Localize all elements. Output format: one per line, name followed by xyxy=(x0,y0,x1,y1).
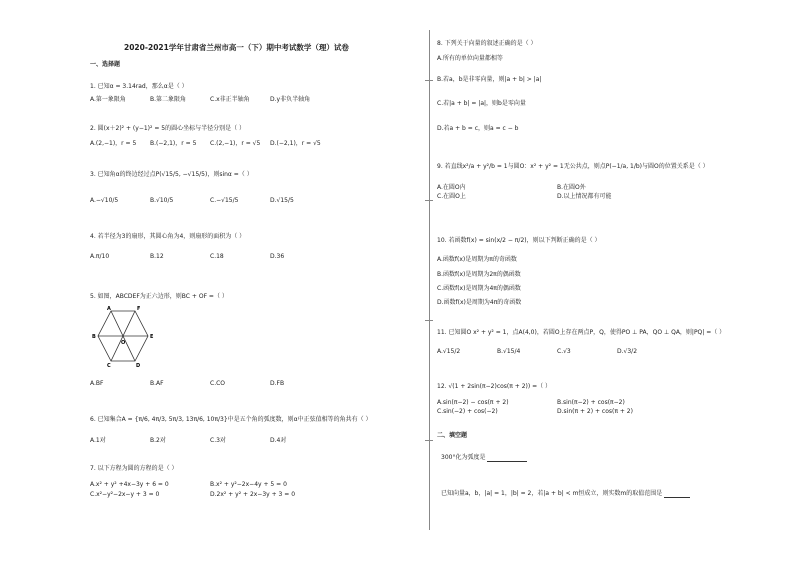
question-12-stem: 12. √(1 + 2sin(π−2)cos(π + 2)) =（ ） xyxy=(437,383,552,390)
q11-option-c: C.√3 xyxy=(557,348,571,355)
q4-option-c: C.18 xyxy=(210,253,224,260)
vertex-label-f: F xyxy=(137,306,141,312)
q10-option-d: D.函数f(x)是周期为4π的奇函数 xyxy=(437,299,522,306)
fill-question-1-text: 300°化为弧度是 xyxy=(441,454,486,461)
q12-option-b: B.sin(π−2) + cos(π−2) xyxy=(557,399,625,406)
divider-tick xyxy=(425,320,433,321)
q5-option-c: C.CO xyxy=(210,380,226,387)
question-5-stem: 5. 如图，ABCDEF为正六边形，则BC + OF =（ ） xyxy=(90,293,228,300)
question-4-stem: 4. 若半径为3的扇形，其圆心角为4，则扇形的面积为（ ） xyxy=(90,233,246,240)
q6-option-a: A.1对 xyxy=(90,437,106,444)
q3-option-d: D.√15/5 xyxy=(270,197,294,204)
q10-option-b: B.函数f(x)是周期为2π的偶函数 xyxy=(437,271,521,278)
q11-option-a: A.√15/2 xyxy=(437,348,461,355)
q2-option-c: C.(2,−1)，r = √5 xyxy=(210,140,261,147)
divider-tick xyxy=(425,200,433,201)
answer-blank[interactable] xyxy=(487,455,527,462)
q10-option-a: A.函数f(x)是周期为π的奇函数 xyxy=(437,256,517,263)
q8-option-a: A.所有的单位向量都相等 xyxy=(437,55,503,62)
q5-option-b: B.AF xyxy=(150,380,164,387)
q2-option-a: A.(2,−1)，r = 5 xyxy=(90,140,137,147)
question-3-stem: 3. 已知角α的终边经过点P(√15/5, −√15/5)，则sinα =（ ） xyxy=(90,171,253,178)
column-divider xyxy=(429,30,430,530)
q5-option-a: A.BF xyxy=(90,380,104,387)
q11-option-b: B.√15/4 xyxy=(497,348,521,355)
page-title: 2020-2021学年甘肃省兰州市高一（下）期中考试数学（理）试卷 xyxy=(124,43,349,52)
hexagon-figure xyxy=(88,305,158,367)
q4-option-a: A.π/10 xyxy=(90,253,110,260)
q3-option-b: B.√10/5 xyxy=(150,197,174,204)
q2-option-b: B.(−2,1)，r = 5 xyxy=(150,140,197,147)
question-11-stem: 11. 已知圆O x² + y² = 1，点A(4,0)，若圆O上存在两点P，Q，使得PO ⊥ PA，QO ⊥ QA，则|PQ| =（ ） xyxy=(437,329,726,336)
q1-option-a: A.第一象限角 xyxy=(90,96,126,103)
q11-option-d: D.√3/2 xyxy=(617,348,638,355)
q3-option-c: C.−√15/5 xyxy=(210,197,239,204)
q7-option-b: B.x² + y²−2x−4y + 5 = 0 xyxy=(210,481,287,488)
q10-option-c: C.函数f(x)是周期为4π的偶函数 xyxy=(437,285,521,292)
q12-option-d: D.sin(π + 2) + cos(π + 2) xyxy=(557,408,633,415)
vertex-label-a: A xyxy=(107,306,111,312)
question-2-stem: 2. 圆(x＋2)² + (y−1)² = 5的圆心坐标与半径分别是（ ） xyxy=(90,125,245,132)
q6-option-c: C.3对 xyxy=(210,437,226,444)
q7-option-d: D.2x² + y² + 2x−3y + 3 = 0 xyxy=(210,491,296,498)
question-10-stem: 10. 若函数f(x) = sin(x/2 − π/2)，则以下判断正确的是（ ） xyxy=(437,237,601,244)
question-1-stem: 1. 已知α = 3.14rad，那么α是（ ） xyxy=(90,83,188,90)
q3-option-a: A.−√10/5 xyxy=(90,197,119,204)
q9-option-d: D.以上情况都有可能 xyxy=(557,193,612,200)
fill-question-2 xyxy=(441,490,690,498)
fill-question-2-text: 已知向量a，b，|a| = 1，|b| = 2，若|a + b| < m恒成立，则实数m的取值范围是 xyxy=(441,490,663,497)
vertex-label-e: E xyxy=(150,334,154,340)
divider-tick xyxy=(425,440,433,441)
q8-option-d: D.若a + b = c，则a = c − b xyxy=(437,125,519,132)
q6-option-d: D.4对 xyxy=(270,437,287,444)
center-label-o: O xyxy=(121,340,126,346)
vertex-label-b: B xyxy=(92,334,96,340)
q9-option-c: C.在圆O上 xyxy=(437,193,466,200)
q12-option-a: A.sin(π−2) − cos(π + 2) xyxy=(437,399,509,406)
q9-option-b: B.在圆O外 xyxy=(557,184,586,191)
question-6-stem: 6. 已知集合A = {π/6, 4π/3, 5π/3, 13π/6, 10π/3}中是五个角的弧度数，则α中正弦值相等的角共有（ ） xyxy=(90,416,372,423)
q12-option-c: C.sin(−2) + cos(−2) xyxy=(437,408,498,415)
q4-option-b: B.12 xyxy=(150,253,164,260)
q4-option-d: D.36 xyxy=(270,253,285,260)
section-choice-heading: 一、选择题 xyxy=(90,61,121,68)
question-7-stem: 7. 以下方程为圆的方程的是（ ） xyxy=(90,465,178,472)
section-fill-heading: 二、填空题 xyxy=(437,432,468,439)
q2-option-d: D.(−2,1)，r = √5 xyxy=(270,140,321,147)
question-9-stem: 9. 若直线x²/a + y²/b = 1与圆O：x² + y² = 1无公共点，则点P(−1/a, 1/b)与圆O的位置关系是（ ） xyxy=(437,163,709,170)
q1-option-c: C.x非正半轴角 xyxy=(210,96,250,103)
answer-blank[interactable] xyxy=(664,491,690,498)
divider-tick xyxy=(425,80,433,81)
question-8-stem: 8. 下列关于向量的叙述正确的是（ ） xyxy=(437,40,537,47)
q5-option-d: D.FB xyxy=(270,380,285,387)
q8-option-b: B.若a，b是非零向量，则|a + b| > |a| xyxy=(437,76,542,83)
q7-option-a: A.x² + y² +4x−3y + 6 = 0 xyxy=(90,481,169,488)
q6-option-b: B.2对 xyxy=(150,437,166,444)
vertex-label-d: D xyxy=(136,363,141,367)
q1-option-b: B.第二象限角 xyxy=(150,96,187,103)
fill-question-1 xyxy=(441,454,527,462)
q8-option-c: C.若|a + b| = |a|，则b是零向量 xyxy=(437,100,526,107)
vertex-label-c: C xyxy=(107,363,111,367)
q9-option-a: A.在圆O内 xyxy=(437,184,466,191)
q7-option-c: C.x²−y²−2x−y + 3 = 0 xyxy=(90,491,160,498)
q1-option-d: D.y非负半轴角 xyxy=(270,96,311,103)
